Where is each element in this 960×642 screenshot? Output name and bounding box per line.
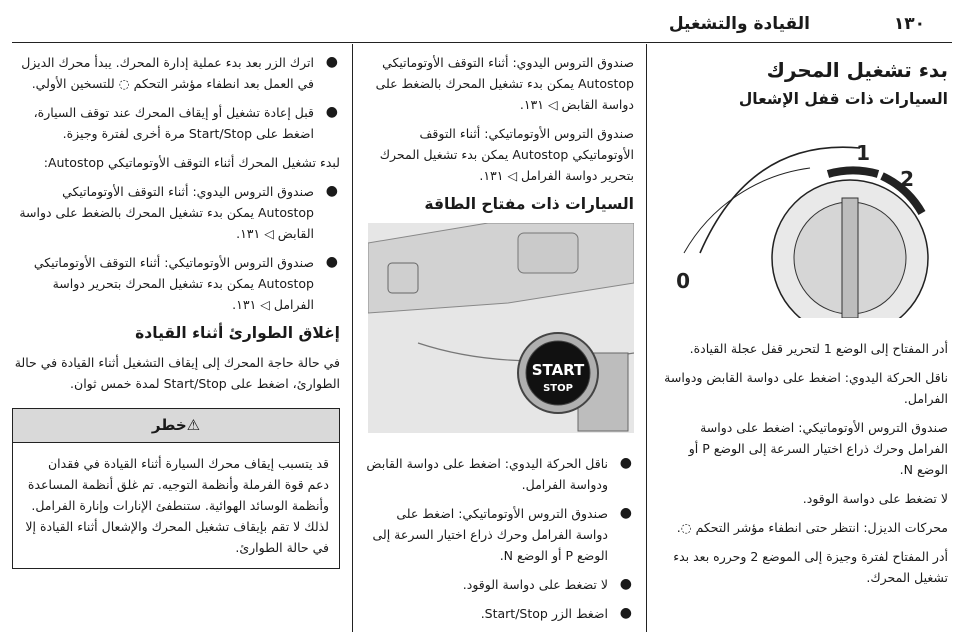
start-steps	[12, 52, 340, 144]
column-divider-right	[646, 44, 647, 632]
right-column	[660, 52, 948, 596]
ignition-lock-heading: السيارات ذات قفل الإشعال	[738, 90, 948, 108]
list-item: ● قبل إعادة تشغيل أو إيقاف المحرك عند توقف السيارة، اضغط على Start/Stop مرة أخرى لفترة وجيزة.	[33, 104, 338, 141]
paragraph: صندوق التروس اليدوي: أثناء التوقف الأوتوماتيكي Autostop يمكن بدء تشغيل المحرك بالضغط على دواسة القابض ◁ ١٣١.	[375, 55, 634, 112]
paragraph: لا تضغط على دواسة الوقود.	[802, 491, 948, 506]
list-item: ● صندوق التروس اليدوي: أثناء التوقف الأوتوماتيكي Autostop يمكن بدء تشغيل المحرك بالضغط على دواسة القابض ◁ ١٣١.	[19, 183, 338, 241]
ignition-key-illustration	[660, 118, 948, 318]
paragraph: أدر المفتاح إلى الوضع 1 لتحرير قفل عجلة القيادة.	[689, 341, 948, 356]
main-heading: بدء تشغيل المحرك	[766, 58, 948, 82]
paragraph: ناقل الحركة اليدوي: اضغط على دواسة القابض ودواسة الفرامل.	[664, 370, 948, 406]
warning-title: ⚠خطر	[13, 409, 339, 443]
list-item: ● لا تضغط على دواسة الوقود.	[462, 576, 632, 592]
middle-column	[366, 52, 634, 632]
list-item: ● ناقل الحركة اليدوي: اضغط على دواسة القابض ودواسة الفرامل.	[366, 455, 632, 492]
emergency-paragraph: في حالة حاجة المحرك إلى إيقاف التشغيل أثناء القيادة في حالة الطوارئ، اضغط على Start/Stop لمدة خمس ثوان.	[14, 355, 340, 391]
left-column	[12, 52, 340, 569]
stop-label: STOP	[543, 383, 573, 394]
page-number: ١٣٠	[893, 14, 925, 34]
autostop-steps	[12, 181, 340, 315]
warning-body: قد يتسبب إيقاف محرك السيارة أثناء القيادة في فقدان دعم قوة الفرملة وأنظمة التوجيه. تم غلق أنظمة المساعدة وأنظمة الوسائد الهوائية. ستنطفئ الإنارات وإنارة الفرامل. لذلك لا تقم بإيقاف تشغيل المحرك والإشعال أثناء القيادة إلا في حالة الطوارئ.	[25, 456, 329, 555]
start-button-figure	[366, 223, 634, 439]
power-button-heading: السيارات ذات مفتاح الطاقة	[424, 195, 634, 213]
start-stop-illustration	[368, 223, 634, 433]
paragraph: أدر المفتاح لفترة وجيزة إلى الموضع 2 وحرره بعد بدء تشغيل المحرك.	[673, 549, 948, 585]
section-title: القيادة والتشغيل	[668, 14, 810, 34]
autostop-intro: لبدء تشغيل المحرك أثناء التوقف الأوتوماتيكي Autostop:	[43, 155, 340, 170]
warning-box	[12, 408, 340, 569]
list-item: ● اضغط الزر Start/Stop.	[480, 605, 632, 621]
list-item: ● اترك الزر بعد بدء عملية إدارة المحرك. يبدأ محرك الديزل في العمل بعد انطفاء مؤشر التحكم ◌ للتسخين الأولي.	[21, 54, 338, 91]
header-rule	[12, 42, 952, 43]
paragraph: صندوق التروس الأوتوماتيكي: أثناء التوقف الأوتوماتيكي Autostop يمكن بدء تشغيل المحرك بتحرير دواسة الفرامل ◁ ١٣١.	[379, 126, 634, 183]
power-button-steps	[366, 453, 634, 624]
column-divider-left	[352, 44, 353, 632]
list-item: ● صندوق التروس الأوتوماتيكي: اضغط على دواسة الفرامل وحرك ذراع اختيار السرعة إلى الوضع P أو الوضع N.	[372, 505, 632, 563]
figure-label-1: 1	[856, 141, 870, 165]
list-item: ● صندوق التروس الأوتوماتيكي: أثناء التوقف الأوتوماتيكي Autostop يمكن بدء تشغيل المحرك بتحرير دواسة الفرامل ◁ ١٣١.	[33, 254, 338, 312]
paragraph: محركات الديزل: انتظر حتى انطفاء مؤشر التحكم ◌.	[676, 520, 948, 535]
figure-label-0: 0	[676, 269, 690, 293]
figure-label-2: 2	[900, 167, 914, 191]
emergency-heading: إغلاق الطوارئ أثناء القيادة	[135, 324, 340, 342]
start-label: START	[531, 361, 585, 379]
page-header	[0, 0, 960, 40]
ignition-figure	[660, 118, 948, 324]
paragraph: صندوق التروس الأوتوماتيكي: اضغط على دواسة الفرامل وحرك ذراع اختيار السرعة إلى الوضع P أو الوضع N.	[688, 420, 948, 477]
